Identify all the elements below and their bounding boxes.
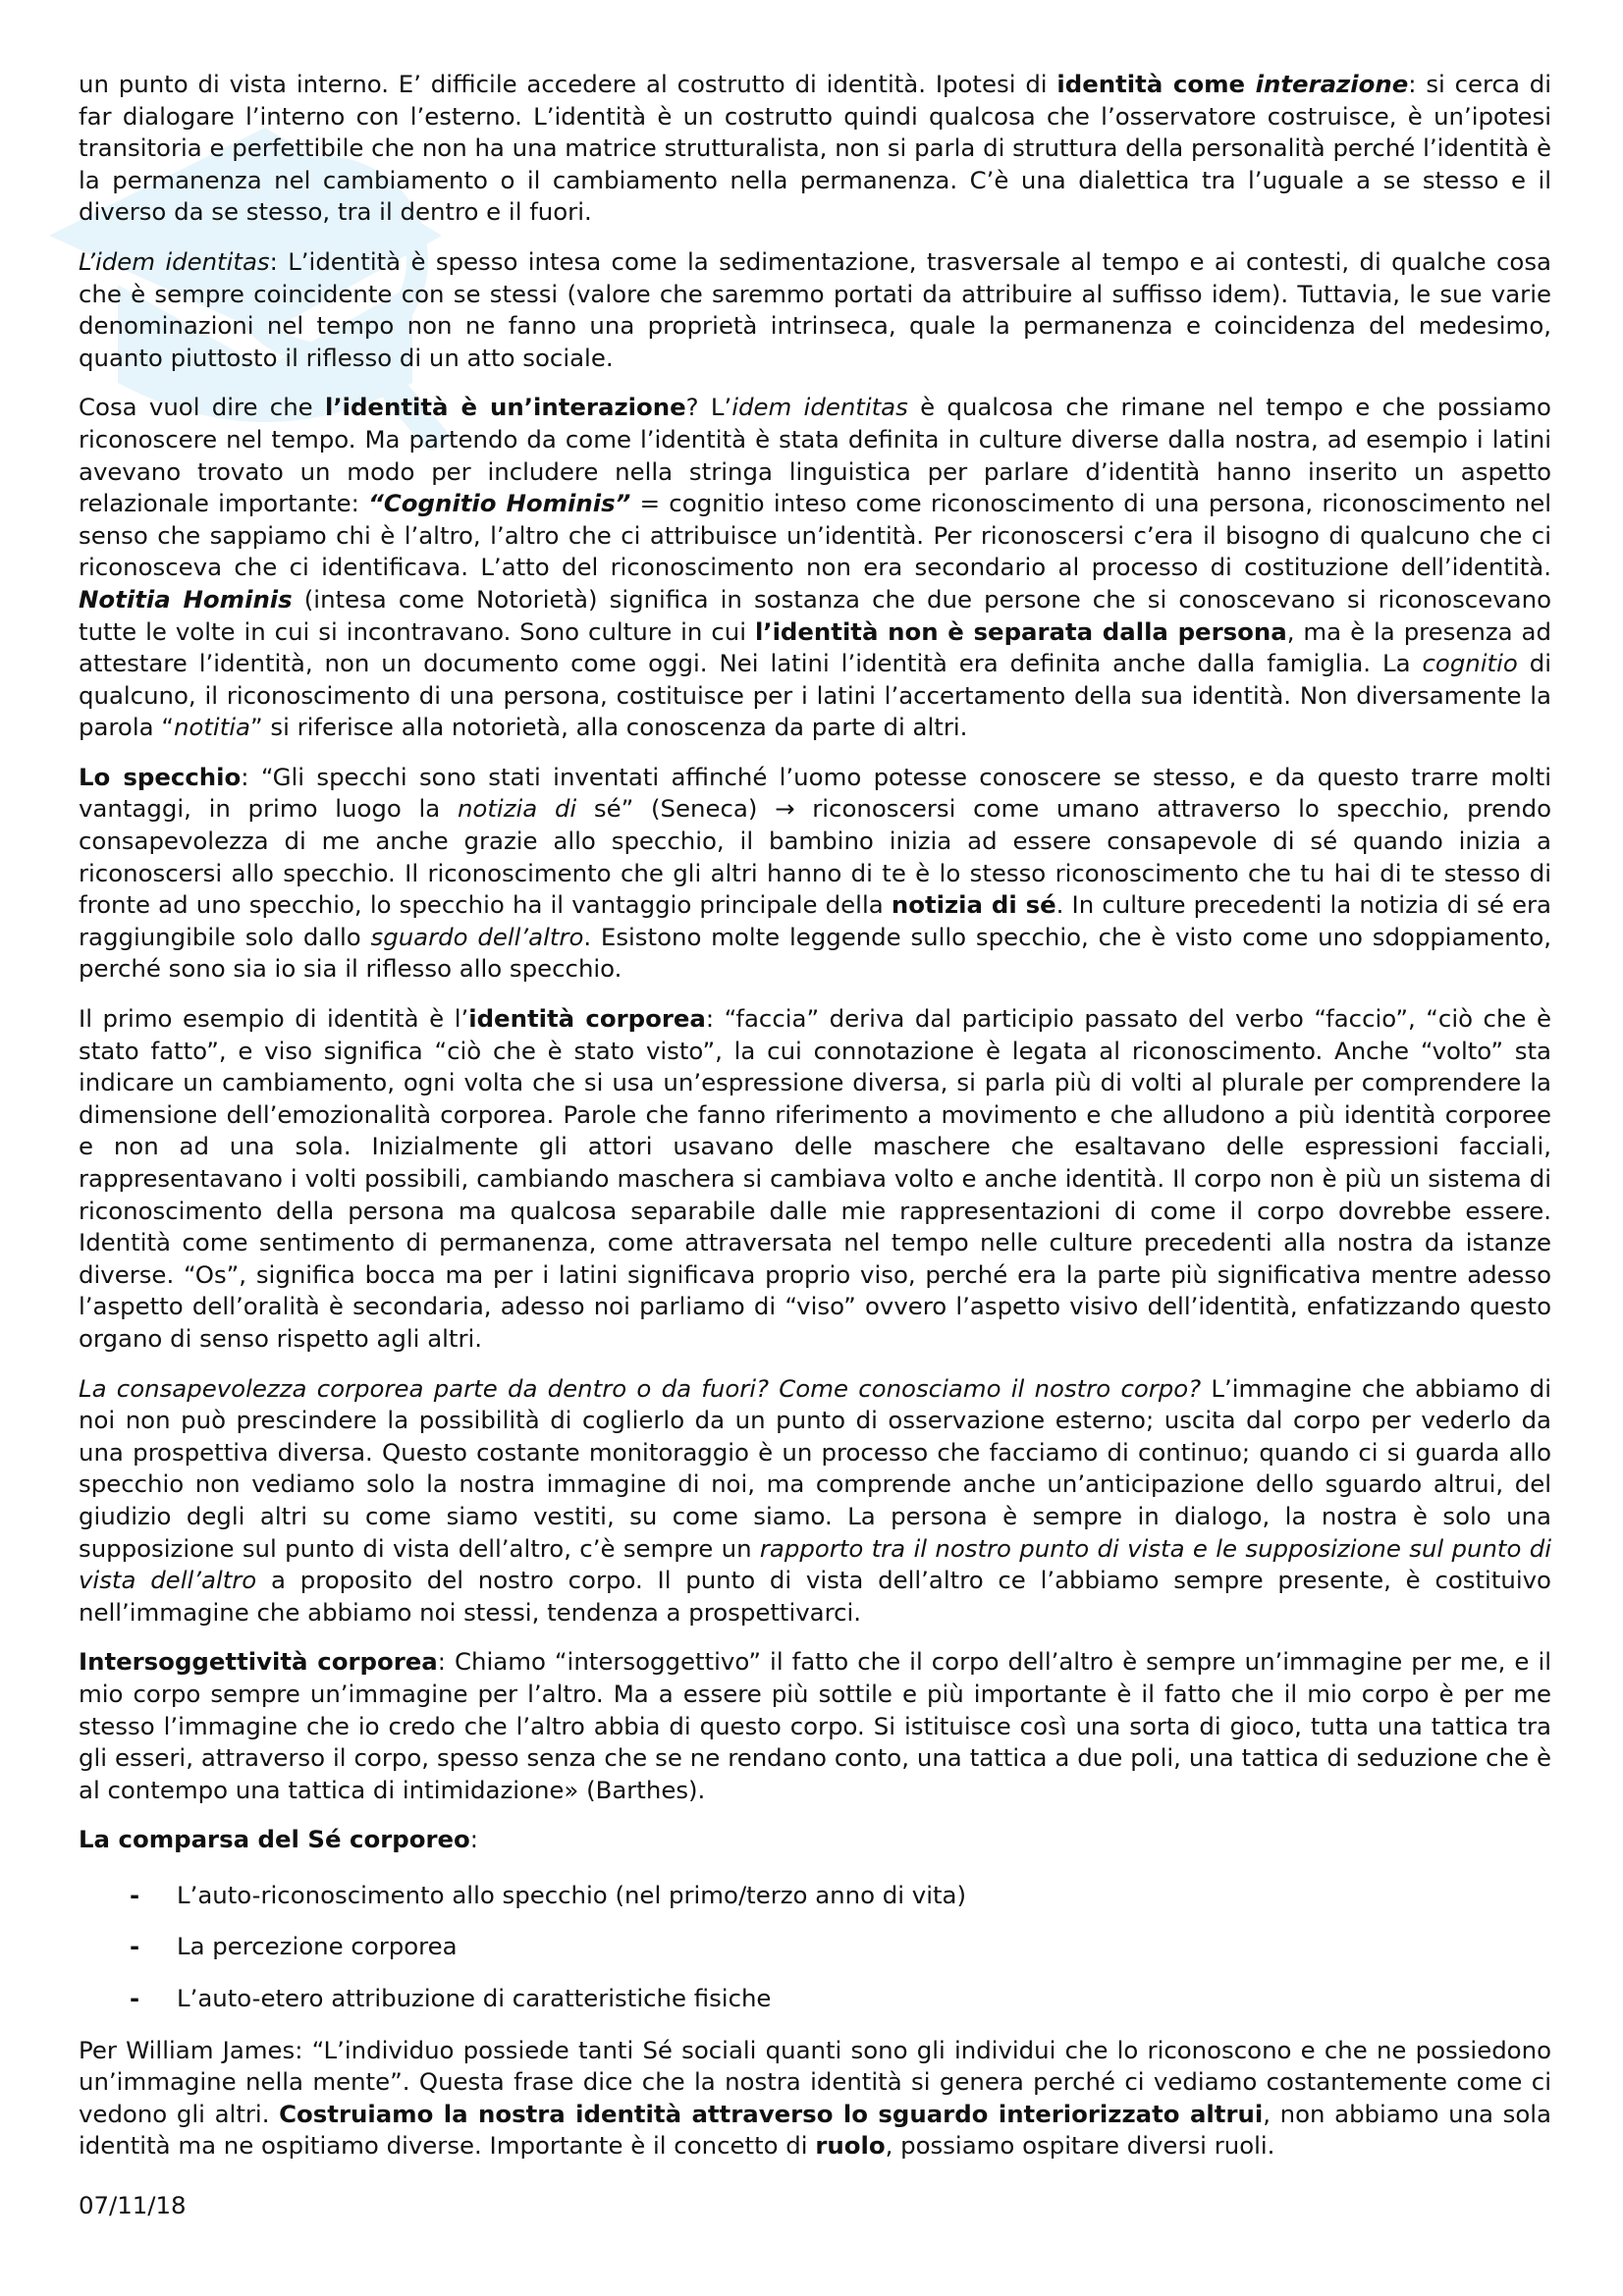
- date-footer: 07/11/18: [79, 2191, 187, 2220]
- paragraph-intersoggettivita: Intersoggettività corporea: Chiamo “intersoggettivo” il fatto che il corpo dell’altro è sempre un’immagine per me, e il mio corpo sempre un’immagine per l’altro. Ma a essere più sottile e più importante è il fatto che il mio corpo è per me stesso l’immagine che io credo che l’altro abbia di questo corpo. Si istituisce così una sorta di gioco, tutta una tattica tra gli esseri, attraverso il corpo, spesso senza che se ne rendano conto, una tattica a due poli, una tattica di seduzione che è al contempo una tattica di intimidazione» (Barthes).: [79, 1647, 1551, 1804]
- paragraph-cognitio-hominis: Cosa vuol dire che l’identità è un’interazione? L’idem identitas è qualcosa che rimane nel tempo e che possiamo riconoscere nel tempo. Ma partendo da come l’identità è stata definita in culture diverse dalla nostra, ad esempio i latini avevano trovato un modo per includere nella stringa linguistica per parlare d’identità hanno inserito un aspetto relazionale importante: “Cognitio Hominis” = cognitio inteso come riconoscimento di una persona, riconoscimento nel senso che sappiamo chi è l’altro, l’altro che ci attribuisce un’identità. Per riconoscersi c’era il bisogno di qualcuno che ci riconosceva che ci identificava. L’atto del riconoscimento non era secondario al processo di costituzione dell’identità. Notitia Hominis (intesa come Notorietà) significa in sostanza che due persone che si conoscevano si riconoscevano tutte le volte in cui si incontravano. Sono culture in cui l’identità non è separata dalla persona, ma è la presenza ad attestare l’identità, non un documento come oggi. Nei latini l’identità era definita anche dalla famiglia. La cognitio di qualcuno, il riconoscimento di una persona, costituisce per i latini l’accertamento della sua identità. Non diversamente la parola “notitia” si riferisce alla notorietà, alla conoscenza da parte di altri.: [79, 393, 1552, 742]
- bullet-list: [79, 1880, 1551, 2015]
- paragraph-identita-corporea: Il primo esempio di identità è l’identità corporea: “faccia” deriva dal participio passato del verbo “faccio”, “ciò che è stato fatto”, e viso significa “ciò che è stato visto”, la cui connotazione è legata al riconoscimento. Anche “volto” sta indicare un cambiamento, ogni volta che si usa un’espressione diversa, si parla più di volti al plurale per comprendere la dimensione dell’emozionalità corporea. Parole che fanno riferimento a movimento e che alludono a più identità corporee e non ad una sola. Inizialmente gli attori usavano delle maschere che esaltavano delle espressioni facciali, rappresentavano i volti possibili, cambiando maschera si cambiava volto e anche identità. Il corpo non è più un sistema di riconoscimento della persona ma qualcosa separabile dalle mie rappresentazioni di come il corpo dovrebbe essere. Identità come sentimento di permanenza, come attraversata nel tempo nelle culture precedenti alla nostra da istanze diverse. “Os”, significa bocca ma per i latini significava proprio viso, perché era la parte più significativa mentre adesso l’aspetto dell’oralità è secondaria, adesso noi parliamo di “viso” ovvero l’aspetto visivo dell’identità, enfatizzando questo organo di senso rispetto agli altri.: [79, 1004, 1551, 1353]
- paragraph-lo-specchio: Lo specchio: “Gli specchi sono stati inventati affinché l’uomo potesse conoscere se stesso, e da questo trarre molti vantaggi, in primo luogo la notizia di sé” (Seneca) → riconoscersi come umano attraverso lo specchio, prendo consapevolezza di me anche grazie allo specchio, il bambino inizia ad essere consapevole di sé quando inizia a riconoscersi allo specchio. Il riconoscimento che gli altri hanno di te è lo stesso riconoscimento che tu hai di te stesso di fronte ad uno specchio, lo specchio ha il vantaggio principale della notizia di sé. In culture precedenti la notizia di sé era raggiungibile solo dallo sguardo dell’altro. Esistono molte leggende sullo specchio, che è visto come uno sdoppiamento, perché sono sia io sia il riflesso allo specchio.: [79, 762, 1551, 984]
- paragraph-identita-interazione: un punto di vista interno. E’ difficile accedere al costrutto di identità. Ipotesi di identità come interazione: si cerca di far dialogare l’interno con l’esterno. L’identità è un costrutto quindi qualcosa che l’osservatore costruisce, è un’ipotesi transitoria e perfettibile che non ha una matrice strutturalista, non si parla di struttura della personalità perché l’identità è la permanenza nel cambiamento o il cambiamento nella permanenza. C’è una dialettica tra l’uguale a se stesso e il diverso da se stesso, tra il dentro e il fuori.: [79, 70, 1552, 227]
- list-item: - L’auto-riconoscimento allo specchio (nel primo/terzo anno di vita): [79, 1880, 1551, 1912]
- document-page: [79, 69, 1551, 2240]
- paragraph-consapevolezza-corporea: La consapevolezza corporea parte da dentro o da fuori? Come conosciamo il nostro corpo? L’immagine che abbiamo di noi non può prescindere la possibilità di coglierlo da un punto di osservazione esterno; uscita dal corpo per vederlo da una prospettiva diversa. Questo costante monitoraggio è un processo che facciamo di continuo; quando ci si guarda allo specchio non vediamo solo la nostra immagine di noi, ma comprende anche un’anticipazione dello sguardo altrui, del giudizio degli altri su come siamo vestiti, su come siamo. La persona è sempre in dialogo, la nostra è solo una supposizione sul punto di vista dell’altro, c’è sempre un rapporto tra il nostro punto di vista e le supposizione sul punto di vista dell’altro a proposito del nostro corpo. Il punto di vista dell’altro ce l’abbiamo sempre presente, è costituivo nell’immagine che abbiamo noi stessi, tendenza a prospettivarci.: [79, 1373, 1551, 1627]
- list-item: - La percezione corporea: [79, 1931, 1551, 1963]
- list-item: - L’auto-etero attribuzione di caratteristiche fisiche: [79, 1983, 1551, 2015]
- paragraph-idem-identitas: L’idem identitas: L’identità è spesso intesa come la sedimentazione, trasversale al tempo e ai contesti, di qualche cosa che è sempre coincidente con se stessi (valore che saremmo portati da attribuire al suffisso idem). Tuttavia, le sue varie denominazioni nel tempo non ne fanno una proprietà intrinseca, quale la permanenza e coincidenza del medesimo, quanto piuttosto il riflesso di un atto sociale.: [79, 246, 1551, 372]
- paragraph-william-james: Per William James: “L’individuo possiede tanti Sé sociali quanti sono gli individui che lo riconoscono e che ne possiedono un’immagine nella mente”. Questa frase dice che la nostra identità si genera perché ci vediamo costantemente come ci vedono gli altri. Costruiamo la nostra identità attraverso lo sguardo interiorizzato altrui, non abbiamo una sola identità ma ne ospitiamo diverse. Importante è il concetto di ruolo, possiamo ospitare diversi ruoli.: [79, 2035, 1552, 2161]
- section-title-se-corporeo: La comparsa del Sé corporeo:: [79, 1825, 478, 1854]
